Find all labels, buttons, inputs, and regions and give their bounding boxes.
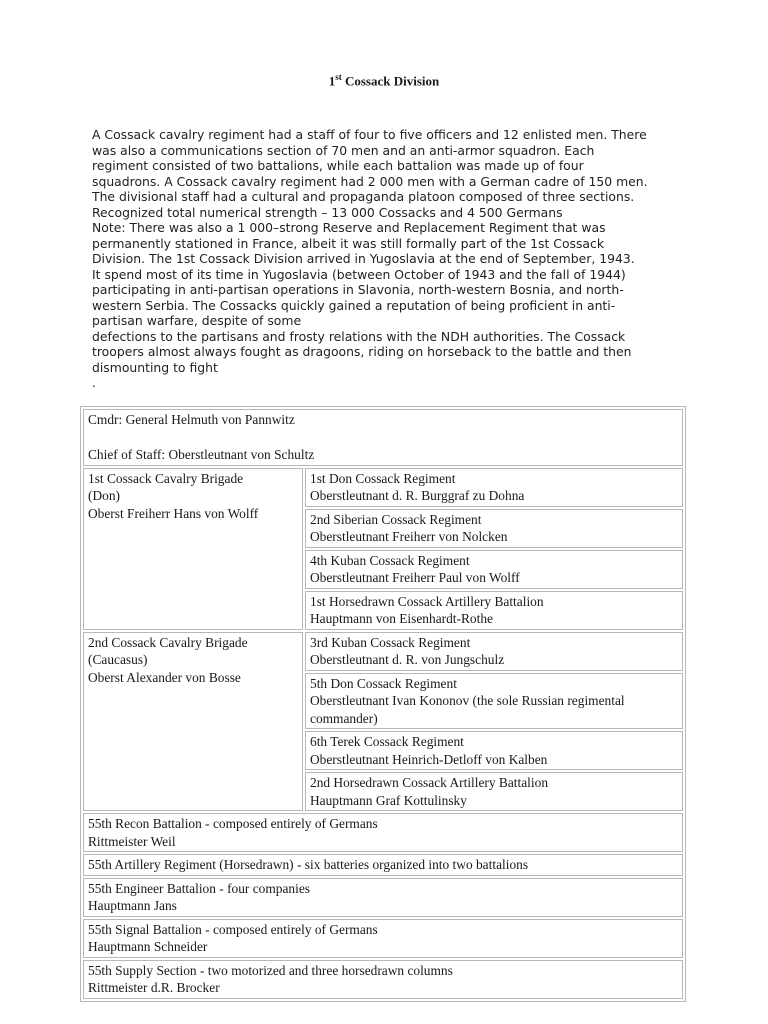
table-row [83, 813, 683, 852]
support-unit-cell [83, 878, 683, 917]
unit-name: 1st Don Cossack Regiment [310, 470, 456, 486]
paragraph-line: regiment consisted of two battalions, while each battalion was made up of four [92, 158, 584, 173]
unit-name: 2nd Horsedrawn Cossack Artillery Battalion [310, 775, 549, 790]
paragraph-line: was also a communications section of 70 men and an anti-armor squadron. Each [92, 142, 595, 158]
document-title: 1st Cossack Division [328, 72, 440, 89]
paragraph-line: The divisional staff had a cultural and propaganda platoon composed of three sections. [92, 189, 635, 204]
unit-commander: Oberstleutnant Freiherr von Nolcken [310, 529, 508, 544]
unit-name: 6th Terek Cossack Regiment [310, 734, 464, 749]
paragraph-line: Division. The 1st Cossack Division arrived in Yugoslavia at the end of September, 1943. [92, 251, 635, 266]
unit-cell [305, 468, 683, 507]
paragraph-line: western Serbia. The Cossacks quickly gained a reputation of being proficient in anti- [92, 297, 616, 313]
unit-commander: Rittmeister Weil [88, 833, 176, 849]
brigade-name: 2nd Cossack Cavalry Brigade [88, 634, 248, 650]
intro-paragraph [92, 127, 692, 391]
unit-name: 4th Kuban Cossack Regiment [310, 552, 470, 568]
unit-name: 55th Artillery Regiment (Horsedrawn) - six batteries organized into two battalions [88, 857, 529, 872]
unit-name: 5th Don Cossack Regiment [310, 675, 457, 691]
table-row [83, 854, 683, 876]
spacer [88, 429, 679, 447]
support-unit-cell [83, 960, 683, 999]
unit-name: 3rd Kuban Cossack Regiment [310, 634, 471, 650]
brigade-cell [83, 632, 303, 812]
support-unit-cell [83, 813, 683, 852]
table-row [83, 632, 683, 671]
brigade-region: (Caucasus) [88, 652, 148, 667]
unit-name: 55th Recon Battalion - composed entirely of Germans [88, 816, 378, 831]
unit-commander: Hauptmann Jans [88, 898, 177, 913]
unit-cell [305, 509, 683, 548]
unit-name: 55th Engineer Battalion - four companies [88, 880, 310, 896]
chief-of-staff-text: Chief of Staff: Oberstleutnant von Schultz [88, 447, 315, 462]
command-row [83, 409, 683, 466]
unit-commander: Hauptmann Graf Kottulinsky [310, 792, 467, 808]
command-cell [83, 409, 683, 466]
paragraph-line: . [92, 375, 96, 390]
brigade-region: (Don) [88, 488, 120, 503]
paragraph-line: Note: There was also a 1 000–strong Reserve and Replacement Regiment that was [92, 220, 606, 235]
unit-name: 2nd Siberian Cossack Regiment [310, 511, 482, 527]
unit-name: 1st Horsedrawn Cossack Artillery Battalion [310, 593, 544, 609]
unit-cell [305, 673, 683, 730]
paragraph-line: Recognized total numerical strength – 13 000 Cossacks and 4 500 Germans [92, 204, 563, 220]
unit-commander: Oberstleutnant Heinrich-Detloff von Kalben [310, 751, 548, 767]
unit-commander: Oberstleutnant d. R. Burggraf zu Dohna [310, 488, 525, 503]
unit-name: 55th Signal Battalion - composed entirely of Germans [88, 921, 378, 937]
table-row [83, 919, 683, 958]
unit-cell [305, 591, 683, 630]
paragraph-line: It spend most of its time in Yugoslavia (between October of 1943 and the fall of 1944) [92, 266, 626, 282]
brigade-commander: Oberst Freiherr Hans von Wolff [88, 505, 259, 521]
brigade-commander: Oberst Alexander von Bosse [88, 669, 241, 685]
paragraph-line: defections to the partisans and frosty relations with the NDH authorities. The Cossack [92, 328, 626, 344]
unit-cell [305, 731, 683, 770]
unit-cell [305, 772, 683, 811]
table-row [83, 960, 683, 999]
paragraph-line: A Cossack cavalry regiment had a staff of four to five officers and 12 enlisted men. There [92, 127, 647, 142]
brigade-cell [83, 468, 303, 630]
paragraph-line: troopers almost always fought as dragoons, riding on horseback to the battle and then [92, 344, 632, 359]
order-of-battle-table [80, 406, 686, 1002]
paragraph-line: squadrons. A Cossack cavalry regiment had 2 000 men with a German cadre of 150 men. [92, 173, 648, 189]
commander-text: Cmdr: General Helmuth von Pannwitz [88, 412, 295, 427]
unit-commander: Hauptmann von Eisenhardt-Rothe [310, 611, 493, 626]
brigade-name: 1st Cossack Cavalry Brigade [88, 470, 244, 486]
paragraph-line: partisan warfare, despite of some [92, 313, 302, 328]
unit-name: 55th Supply Section - two motorized and three horsedrawn columns [88, 962, 453, 978]
unit-commander: Oberstleutnant d. R. von Jungschulz [310, 652, 505, 667]
unit-commander: Rittmeister d.R. Brocker [88, 980, 220, 995]
paragraph-line: participating in anti-partisan operations in Slavonia, north-western Bosnia, and north- [92, 282, 624, 297]
table-row [83, 468, 683, 507]
paragraph-line: dismounting to fight [92, 359, 218, 375]
support-unit-cell [83, 919, 683, 958]
support-unit-cell [83, 854, 683, 876]
paragraph-line: permanently stationed in France, albeit it was still formally part of the 1st Cossack [92, 235, 605, 251]
unit-commander: Oberstleutnant Freiherr Paul von Wolff [310, 570, 520, 585]
unit-commander: Oberstleutnant Ivan Kononov (the sole Russian regimental commander) [310, 693, 625, 726]
unit-commander: Hauptmann Schneider [88, 939, 208, 954]
unit-cell [305, 632, 683, 671]
table-row [83, 878, 683, 917]
unit-cell [305, 550, 683, 589]
